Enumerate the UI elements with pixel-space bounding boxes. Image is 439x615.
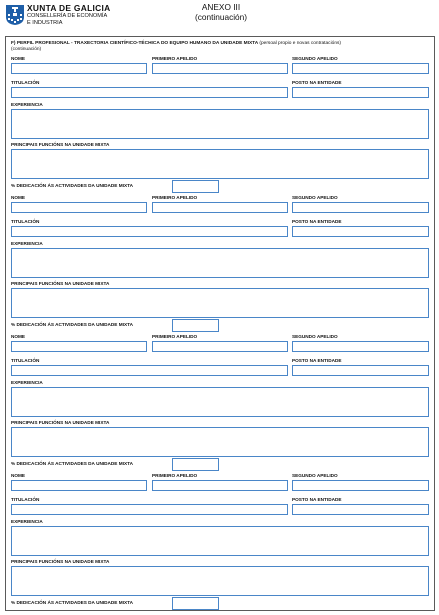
principais-funcions-label: PRINCIPAIS FUNCIÓNS NA UNIDADE MIXTA <box>11 142 110 147</box>
titulacion-label: TITULACIÓN <box>11 497 40 502</box>
titulacion-field[interactable] <box>11 87 288 98</box>
segundo-apelido-label: SEGUNDO APELIDO <box>292 56 338 61</box>
titulacion-field[interactable] <box>11 226 288 237</box>
nome-label: NOME <box>11 56 26 61</box>
principais-funcions-field[interactable] <box>11 149 429 179</box>
organization-block <box>27 3 110 27</box>
dedicacion-field[interactable] <box>172 180 219 193</box>
posto-na-entidade-label: POSTO NA ENTIDADE <box>292 80 342 85</box>
segundo-apelido-field[interactable] <box>292 341 429 352</box>
experiencia-field[interactable] <box>11 248 429 278</box>
segundo-apelido-field[interactable] <box>292 63 429 74</box>
experiencia-field[interactable] <box>11 387 429 417</box>
posto-na-entidade-label: POSTO NA ENTIDADE <box>292 358 342 363</box>
principais-funcions-field[interactable] <box>11 566 429 596</box>
principais-funcions-label: PRINCIPAIS FUNCIÓNS NA UNIDADE MIXTA <box>11 281 110 286</box>
posto-na-entidade-field[interactable] <box>292 226 429 237</box>
segundo-apelido-field[interactable] <box>292 202 429 213</box>
titulacion-field[interactable] <box>11 504 288 515</box>
section-title-text: F) PERFIL PROFESIONAL - TRAXECTORIA CIENTÍFICO-TÉCHICA DO EQUIPO HUMANO DA UNIDADE MIXTA <box>11 41 259 46</box>
annex-title: ANEXO III <box>201 2 241 12</box>
dedicacion-label: % DEDICACIÓN ÁS ACTIVIDADES DA UNIDADE MIXTA <box>11 322 133 327</box>
dedicacion-label: % DEDICACIÓN ÁS ACTIVIDADES DA UNIDADE MIXTA <box>11 461 133 466</box>
organization-name: XUNTA DE GALICIA <box>27 3 111 13</box>
nome-field[interactable] <box>11 341 147 352</box>
experiencia-label: EXPERIENCIA <box>11 241 43 246</box>
section-title <box>11 41 431 53</box>
posto-na-entidade-label: POSTO NA ENTIDADE <box>292 497 342 502</box>
section-title-note: (persoal propio e novas contratacións) <box>259 41 341 46</box>
department-line-1: CONSELLERÍA DE ECONOMÍA <box>27 13 108 19</box>
primeiro-apelido-label: PRIMEIRO APELIDO <box>152 56 198 61</box>
segundo-apelido-field[interactable] <box>292 480 429 491</box>
nome-field[interactable] <box>11 202 147 213</box>
titulacion-label: TITULACIÓN <box>11 358 40 363</box>
titulacion-label: TITULACIÓN <box>11 80 40 85</box>
primeiro-apelido-label: PRIMEIRO APELIDO <box>152 195 198 200</box>
primeiro-apelido-label: PRIMEIRO APELIDO <box>152 473 198 478</box>
principais-funcions-label: PRINCIPAIS FUNCIÓNS NA UNIDADE MIXTA <box>11 420 110 425</box>
principais-funcions-label: PRINCIPAIS FUNCIÓNS NA UNIDADE MIXTA <box>11 559 110 564</box>
segundo-apelido-label: SEGUNDO APELIDO <box>292 334 338 339</box>
experiencia-label: EXPERIENCIA <box>11 519 43 524</box>
posto-na-entidade-field[interactable] <box>292 504 429 515</box>
dedicacion-field[interactable] <box>172 597 219 610</box>
primeiro-apelido-field[interactable] <box>152 480 288 491</box>
dedicacion-field[interactable] <box>172 458 219 471</box>
annex-heading <box>186 2 256 22</box>
titulacion-field[interactable] <box>11 365 288 376</box>
primeiro-apelido-field[interactable] <box>152 202 288 213</box>
titulacion-label: TITULACIÓN <box>11 219 40 224</box>
galicia-coat-of-arms-icon <box>5 4 25 26</box>
posto-na-entidade-label: POSTO NA ENTIDADE <box>292 219 342 224</box>
annex-subtitle: (continuación) <box>194 12 248 22</box>
segundo-apelido-label: SEGUNDO APELIDO <box>292 473 338 478</box>
nome-label: NOME <box>11 195 26 200</box>
nome-label: NOME <box>11 473 26 478</box>
experiencia-field[interactable] <box>11 109 429 139</box>
department-line-2: E INDUSTRIA <box>27 20 63 26</box>
experiencia-label: EXPERIENCIA <box>11 102 43 107</box>
nome-label: NOME <box>11 334 26 339</box>
primeiro-apelido-label: PRIMEIRO APELIDO <box>152 334 198 339</box>
primeiro-apelido-field[interactable] <box>152 63 288 74</box>
dedicacion-label: % DEDICACIÓN ÁS ACTIVIDADES DA UNIDADE MIXTA <box>11 600 133 605</box>
section-subtitle: (continuación) <box>11 47 42 52</box>
segundo-apelido-label: SEGUNDO APELIDO <box>292 195 338 200</box>
nome-field[interactable] <box>11 480 147 491</box>
dedicacion-label: % DEDICACIÓN ÁS ACTIVIDADES DA UNIDADE MIXTA <box>11 183 133 188</box>
nome-field[interactable] <box>11 63 147 74</box>
posto-na-entidade-field[interactable] <box>292 365 429 376</box>
dedicacion-field[interactable] <box>172 319 219 332</box>
principais-funcions-field[interactable] <box>11 288 429 318</box>
experiencia-field[interactable] <box>11 526 429 556</box>
principais-funcions-field[interactable] <box>11 427 429 457</box>
experiencia-label: EXPERIENCIA <box>11 380 43 385</box>
posto-na-entidade-field[interactable] <box>292 87 429 98</box>
primeiro-apelido-field[interactable] <box>152 341 288 352</box>
